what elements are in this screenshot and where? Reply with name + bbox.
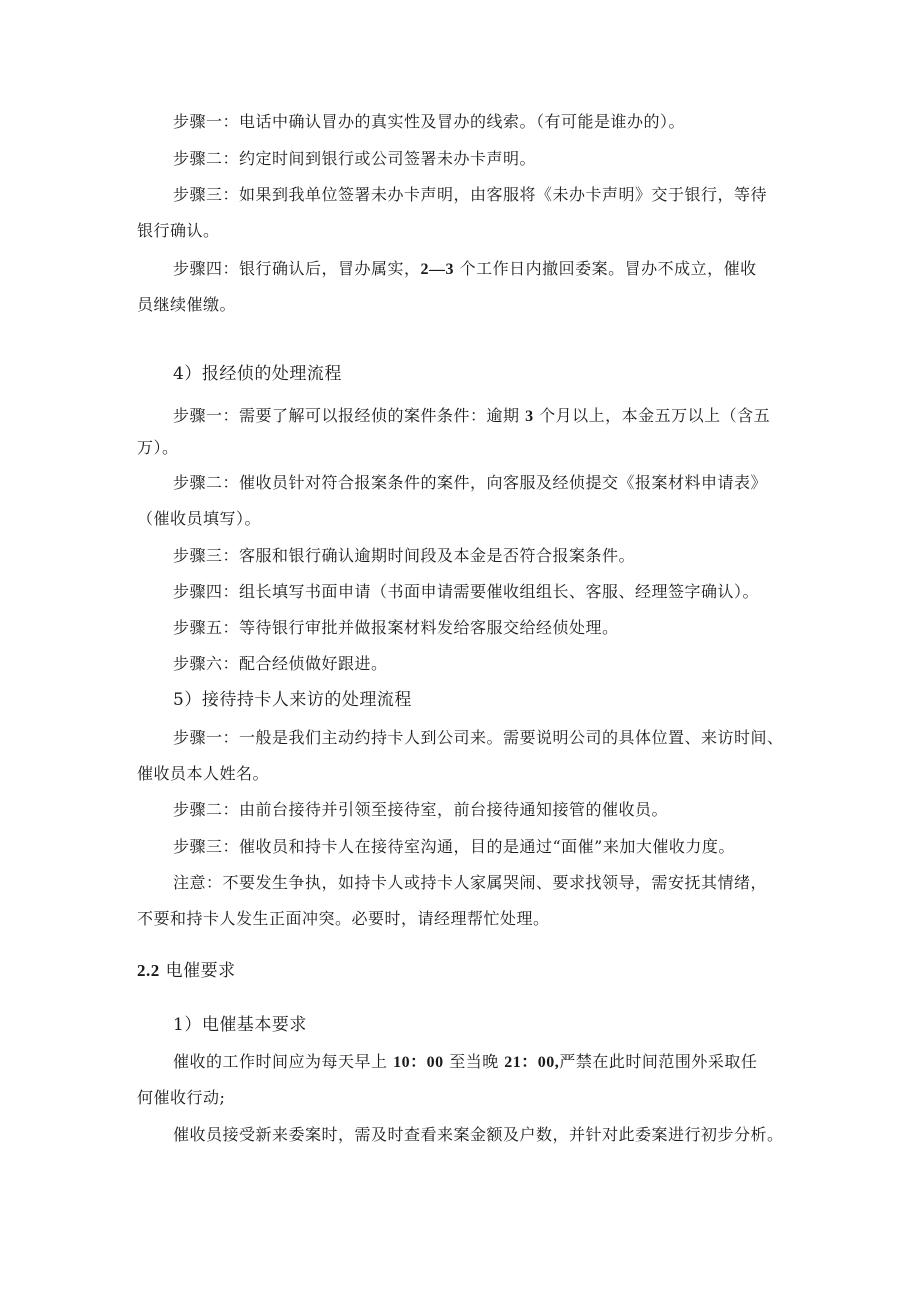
step-4-text-c: 个工作日内撤回委案。冒办不成立，催收 xyxy=(454,259,757,278)
visit-note-line1: 注意：不要发生争执，如持卡人或持卡人家属哭闹、要求找领导，需安抚其情绪， xyxy=(173,873,768,892)
step-4-text-line2: 员继续催缴。 xyxy=(137,295,237,314)
jz-step-1-months: 3 xyxy=(525,408,534,425)
step-4-range: 2—3 xyxy=(420,261,455,278)
step-1-text: 步骤一：电话中确认冒办的真实性及冒办的线索。（有可能是谁办的）。 xyxy=(173,112,686,131)
step-2-text: 步骤二：约定时间到银行或公司签署未办卡声明。 xyxy=(173,149,537,168)
jz-step-1-c: 个月以上，本金五万以上（含五 xyxy=(533,406,771,425)
jz-step-1-line2: 万）。 xyxy=(137,438,179,457)
jz-step-4: 步骤四：组长填写书面申请（书面申请需要催收组组长、客服、经理签字确认）。 xyxy=(173,582,760,601)
heading-1: 1）电催基本要求 xyxy=(173,1015,307,1035)
req-2: 催收员接受新来委案时，需及时查看来案金额及户数，并针对此委案进行初步分析。 xyxy=(173,1125,784,1144)
step-4-text-line1 xyxy=(173,258,757,281)
jz-step-1-line1 xyxy=(173,405,770,428)
step-3-text-line1: 步骤三：如果到我单位签署未办卡声明，由客服将《未办卡声明》交于银行，等待 xyxy=(173,185,768,204)
req-1-end-time: 21：00, xyxy=(504,1054,560,1071)
section-2-2-heading xyxy=(137,960,236,982)
visit-step-1-line1: 步骤一：一般是我们主动约持卡人到公司来。需要说明公司的具体位置、来访时间、 xyxy=(173,728,784,747)
step-3-text-line2: 银行确认。 xyxy=(137,221,220,240)
jz-step-6: 步骤六：配合经侦做好跟进。 xyxy=(173,654,388,673)
jz-step-3: 步骤三：客服和银行确认逾期时间段及本金是否符合报案条件。 xyxy=(173,546,636,565)
visit-step-1-line2: 催收员本人姓名。 xyxy=(137,764,270,783)
req-1-line1 xyxy=(173,1051,757,1074)
jz-step-1-a: 步骤一：需要了解可以报经侦的案件条件：逾期 xyxy=(173,406,526,425)
visit-note-line2: 不要和持卡人发生正面冲突。必要时，请经理帮忙处理。 xyxy=(137,909,550,928)
jz-step-2-line2: （催收员填写）。 xyxy=(137,509,262,528)
req-1-a: 催收的工作时间应为每天早上 xyxy=(173,1052,394,1071)
heading-4: 4）报经侦的处理流程 xyxy=(173,364,342,384)
req-1-line2: 何催收行动; xyxy=(137,1088,226,1107)
req-1-start-time: 10：00 xyxy=(393,1054,444,1071)
section-2-2-number: 2.2 xyxy=(137,961,160,980)
visit-step-2: 步骤二：由前台接待并引领至接待室，前台接待通知接管的催收员。 xyxy=(173,800,669,819)
visit-step-3: 步骤三：催收员和持卡人在接待室沟通，目的是通过“面催”来加大催收力度。 xyxy=(173,837,735,856)
req-1-c: 至当晚 xyxy=(443,1052,505,1071)
step-4-text-a: 步骤四：银行确认后，冒办属实， xyxy=(173,259,421,278)
jz-step-2-line1: 步骤二：催收员针对符合报案条件的案件，向客服及经侦提交《报案材料申请表》 xyxy=(173,473,768,492)
section-2-2-title: 电催要求 xyxy=(159,961,236,981)
req-1-e: 严禁在此时间范围外采取任 xyxy=(559,1052,758,1071)
heading-5: 5）接待持卡人来访的处理流程 xyxy=(173,690,412,710)
jz-step-5: 步骤五：等待银行审批并做报案材料发给客服交给经侦处理。 xyxy=(173,618,619,637)
